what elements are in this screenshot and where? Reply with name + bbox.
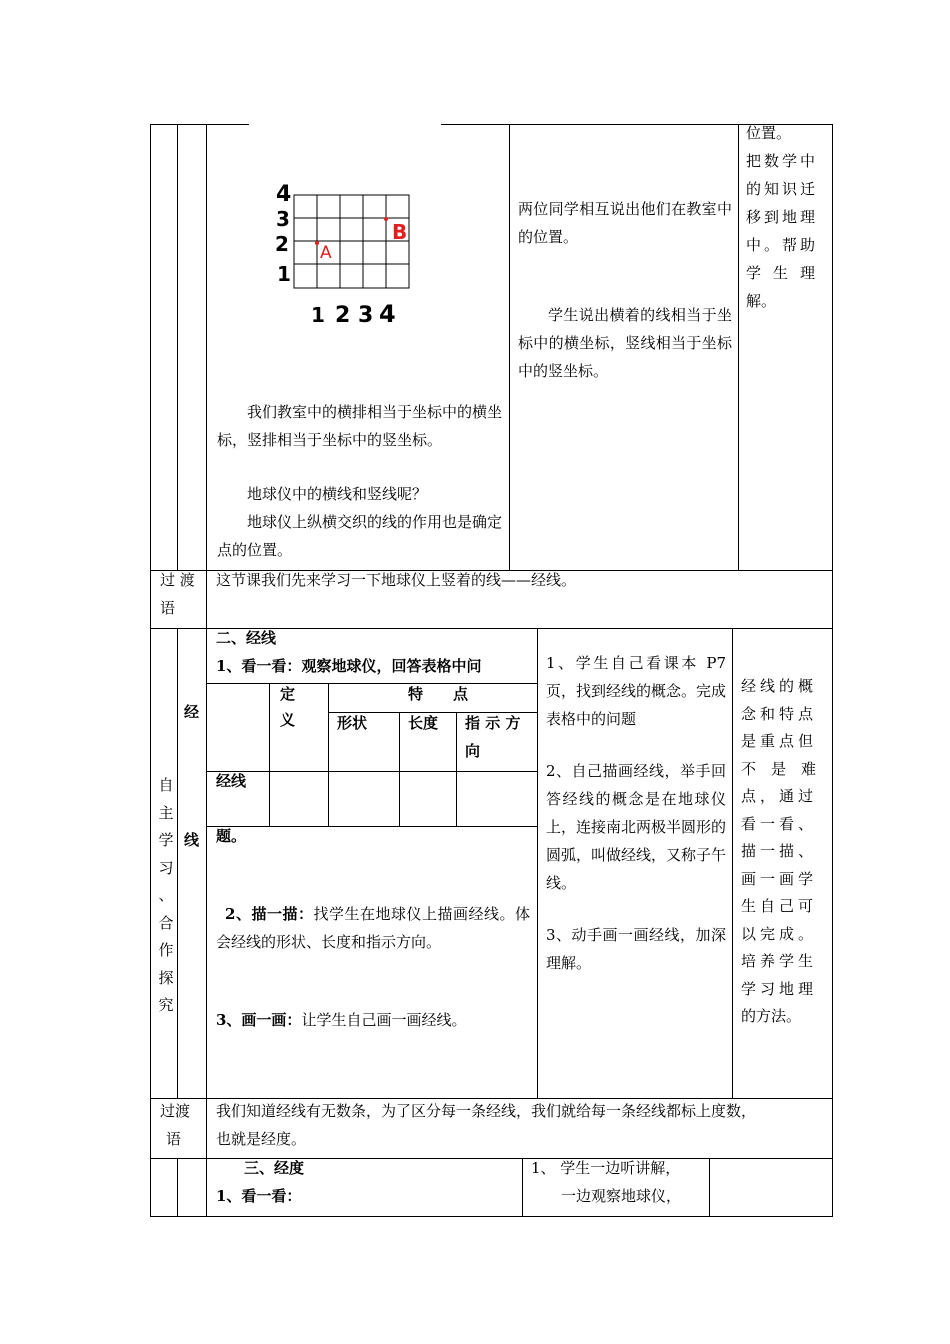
col-divider — [709, 1158, 710, 1217]
table-header-direction: 向 — [465, 742, 481, 760]
col-divider — [738, 124, 739, 570]
label-char: 探 — [158, 968, 174, 987]
design-line: 以完成。 — [741, 924, 818, 943]
transition-label: 语 — [166, 1130, 182, 1148]
design-line: 看一看、 — [741, 814, 818, 833]
inner-table-top — [206, 683, 537, 684]
grid-y-label: 2 — [275, 232, 289, 256]
question-2-text: 找学生在地球仪上描画经线。体会经线的形状、长度和指示方向。 — [216, 905, 530, 951]
teacher-text: 地球仪上纵横交织的线的作用也是确定点的位置。 — [217, 513, 503, 559]
teacher-text: 地球仪中的横线和竖线呢？ — [247, 485, 428, 503]
section-label-vertical — [155, 772, 177, 1020]
design-line: 移到地理 — [746, 208, 819, 226]
design-line: 念和特点 — [741, 704, 818, 723]
transition-label: 过 渡 — [160, 571, 195, 589]
design-intent-text — [746, 119, 828, 315]
design-line: 位置。 — [746, 124, 792, 142]
col-divider — [206, 1098, 207, 1158]
table-header-features: 特 点 — [408, 685, 469, 703]
transition-text: 我们知道经线有无数条，为了区分每一条经线，我们就给每一条经线都标上度数， — [216, 1102, 757, 1120]
design-line: 把数学中 — [746, 152, 819, 170]
design-line: 解。 — [746, 292, 777, 310]
label-char: 自 — [158, 776, 174, 794]
col-divider — [206, 124, 207, 570]
design-line: 学生理 — [746, 264, 828, 282]
grid-x-label: 1 — [311, 303, 325, 327]
question-3-text: 让学生自己画一画经线。 — [301, 1011, 467, 1029]
label-char: 主 — [158, 803, 174, 822]
table-header-shape: 形状 — [337, 714, 368, 732]
design-line: 中。帮助 — [746, 236, 819, 254]
student-text: 两位同学相互说出他们在教室中的位置。 — [518, 200, 732, 246]
grid-x-label: 3 — [358, 303, 374, 328]
student-text: 3、动手画一画经线，加深理解。 — [546, 926, 726, 972]
table-border-right — [832, 124, 833, 1217]
col-divider — [206, 570, 207, 628]
table-header-definition: 定 — [280, 685, 296, 703]
design-line: 点，通过 — [741, 787, 818, 805]
inner-table-col — [399, 712, 400, 826]
inner-table-col — [328, 683, 329, 826]
inner-table-bottom — [206, 826, 537, 827]
col-divider — [177, 1158, 178, 1217]
design-line: 生自己可 — [741, 897, 818, 915]
transition-label: 语 — [160, 599, 176, 617]
question-3-label: 3、画一画： — [216, 1011, 302, 1029]
grid-y-label: 1 — [277, 262, 291, 286]
question-2-label: 2、描一描： — [225, 905, 314, 923]
col-divider — [206, 628, 207, 1098]
teacher-text: 我们教室中的横排相当于坐标中的横坐标，竖排相当于坐标中的竖坐标。 — [217, 403, 503, 449]
design-intent-text — [741, 673, 829, 1031]
student-text: 1、 学生一边听讲解， — [531, 1159, 681, 1177]
question-3 — [216, 1006, 530, 1034]
question-1: 1、看一看：观察地球仪，回答表格中问 — [216, 657, 482, 675]
student-text: 2、自己描画经线，举手回答经线的概念是在地球仪上，连接南北两极半圆形的圆弧，叫做经线，又称子午线。 — [546, 762, 727, 892]
label-char: 作 — [158, 941, 174, 959]
col-divider — [177, 628, 178, 1098]
label-char: 究 — [158, 996, 174, 1014]
question-1-end: 题。 — [216, 827, 247, 845]
col-divider — [206, 1158, 207, 1217]
design-line: 培养学生 — [741, 952, 818, 970]
inner-table-col — [269, 683, 270, 826]
table-header-definition: 义 — [280, 711, 296, 729]
section-sub-label: 线 — [184, 831, 200, 849]
col-divider — [509, 124, 510, 570]
student-text: 1、学生自己看课本 P7 页，找到经线的概念。完成表格中的问题 — [546, 654, 727, 728]
inner-table-row — [206, 771, 537, 772]
design-line: 的知识迁 — [746, 180, 819, 198]
transition-text: 这节课我们先来学习一下地球仪上竖着的线——经线。 — [216, 571, 577, 589]
table-border-left — [150, 124, 151, 1217]
point-a-label: A — [320, 243, 332, 263]
inner-table-col — [456, 712, 457, 826]
col-divider — [177, 124, 178, 570]
grid-y-label: 3 — [276, 207, 290, 231]
transition-text: 也就是经度。 — [216, 1130, 307, 1148]
design-line: 经线的概 — [741, 677, 818, 695]
point-b-label: B — [392, 220, 408, 244]
section-heading: 三、经度 — [244, 1159, 305, 1177]
design-line: 的方法。 — [741, 1007, 802, 1025]
label-char: 学 — [158, 831, 174, 849]
label-char: 、 — [158, 886, 174, 904]
transition-label: 过渡 — [160, 1102, 191, 1120]
grid-x-label: 4 — [379, 300, 396, 328]
label-char: 习 — [158, 858, 174, 877]
section-sub-label: 经 — [184, 703, 200, 721]
table-header-direction: 指 示 方 — [465, 714, 521, 732]
design-line: 不 是 难 — [741, 759, 817, 778]
table-border-bottom — [150, 1216, 833, 1217]
col-divider — [522, 1158, 523, 1217]
label-char: 合 — [158, 913, 174, 932]
section-heading: 二、经线 — [216, 629, 277, 647]
table-border-top — [150, 124, 249, 125]
design-line: 画一画学 — [741, 869, 818, 888]
grid-x-label: 2 — [335, 303, 351, 328]
question-2 — [216, 900, 530, 956]
table-row-label: 经线 — [216, 772, 247, 790]
col-divider — [537, 628, 538, 1098]
grid-y-label: 4 — [276, 182, 292, 207]
question-1: 1、看一看： — [216, 1187, 302, 1205]
design-line: 是重点但 — [741, 732, 818, 750]
table-header-length: 长度 — [408, 714, 439, 732]
col-divider — [732, 628, 733, 1098]
design-line: 学习地理 — [741, 979, 818, 998]
student-text: 一边观察地球仪， — [561, 1187, 682, 1205]
student-text: 学生说出横着的线相当于坐标中的横坐标，竖线相当于坐标中的竖坐标。 — [518, 306, 732, 380]
design-line: 描一描、 — [741, 842, 818, 860]
